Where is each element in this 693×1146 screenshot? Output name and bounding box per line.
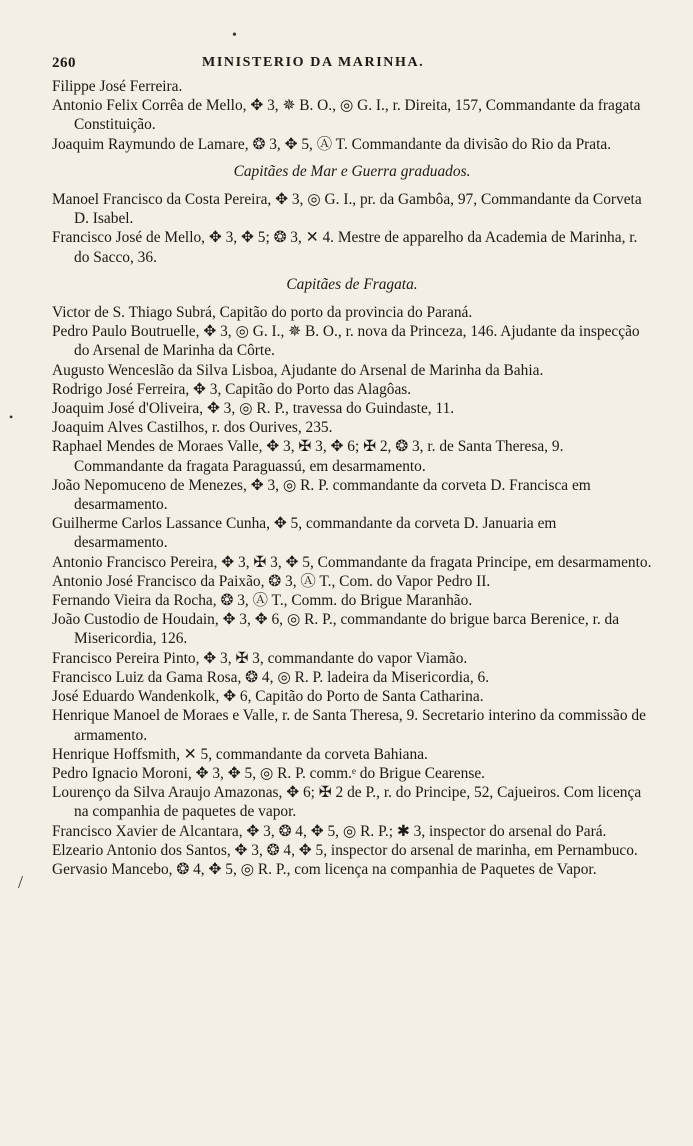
register-entry: Raphael Mendes de Moraes Valle, ✥ 3, ✠ 3, ✥ 6; ✠ 2, ❂ 3, r. de Santa Theresa, 9. Commandante da fragata Paraguassú, em desarmamento. (52, 438, 564, 475)
register-entry: Gervasio Mancebo, ❂ 4, ✥ 5, ◎ R. P., com licença na companhia de Paquetes de Vapor. (52, 860, 597, 878)
register-entry: Guilherme Carlos Lassance Cunha, ✥ 5, commandante da corveta D. Januaria em desarmamento. (52, 515, 557, 552)
register-entry: Fernando Vieira da Rocha, ❂ 3, Ⓐ T., Comm. do Brigue Maranhão. (52, 592, 473, 610)
section-heading: Capitães de Mar e Guerra graduados. (233, 162, 471, 180)
register-entry: Henrique Hoffsmith, ✕ 5, commandante da corveta Bahiana. (52, 745, 428, 763)
register-entry: Antonio José Francisco da Paixão, ❂ 3, Ⓐ T., Com. do Vapor Pedro II. (52, 572, 491, 590)
register-entry: Augusto Wenceslão da Silva Lisboa, Ajudante do Arsenal de Marinha da Bahia. (52, 361, 544, 379)
register-entry: Francisco Luiz da Gama Rosa, ❂ 4, ◎ R. P. ladeira da Misericordia, 6. (52, 668, 490, 686)
register-entry: Lourenço da Silva Araujo Amazonas, ✥ 6; ✠ 2 de P., r. do Principe, 52, Cajueiros. Com licença na companhia de paquetes de vapor. (52, 784, 642, 821)
margin-stroke: / (18, 872, 24, 892)
page-header (52, 55, 652, 77)
register-entry: José Eduardo Wandenkolk, ✥ 6, Capitão do Porto de Santa Catharina. (52, 688, 484, 706)
section-heading: Capitães de Fragata. (286, 275, 418, 293)
register-entry: Francisco José de Mello, ✥ 3, ✥ 5; ❂ 3, ✕ 4. Mestre de apparelho da Academia de Marinha, r. do Sacco, 36. (52, 229, 638, 266)
running-title: MINISTERIO DA MARINHA. (202, 55, 425, 70)
register-entry: João Custodio de Houdain, ✥ 3, ✥ 6, ◎ R. P., commandante do brigue barca Berenice, r. da Misericordia, 126. (52, 611, 620, 648)
register-entry: Elzeario Antonio dos Santos, ✥ 3, ❂ 4, ✥ 5, inspector do arsenal de marinha, em Pernambuco. (52, 841, 638, 859)
ink-dot: • (232, 28, 237, 43)
register-entry: Pedro Paulo Boutruelle, ✥ 3, ◎ G. I., ✵ B. O., r. nova da Princeza, 146. Ajudante da inspecção do Arsenal de Marinha da Côrte. (52, 323, 640, 360)
register-entry: Henrique Manoel de Moraes e Valle, r. de Santa Theresa, 9. Secretario interino da commissão de armamento. (52, 707, 646, 744)
register-entry: Antonio Felix Corrêa de Mello, ✥ 3, ✵ B. O., ◎ G. I., r. Direita, 157, Commandante da fragata Constituição. (52, 97, 641, 134)
register-entry: Pedro Ignacio Moroni, ✥ 3, ✥ 5, ◎ R. P. comm.ᵉ do Brigue Cearense. (52, 764, 486, 782)
register-entry: Victor de S. Thiago Subrá, Capitão do porto da provincia do Paraná. (52, 304, 473, 322)
document-page (52, 55, 652, 879)
register-entry: Joaquim Alves Castilhos, r. dos Ourives, 235. (52, 419, 333, 437)
register-entry: Rodrigo José Ferreira, ✥ 3, Capitão do Porto das Alagôas. (52, 380, 412, 398)
register-entry: Joaquim Raymundo de Lamare, ❂ 3, ✥ 5, Ⓐ T. Commandante da divisão do Rio da Prata. (52, 135, 612, 153)
page-body (52, 77, 652, 879)
register-entry: Joaquim José d'Oliveira, ✥ 3, ◎ R. P., travessa do Guindaste, 11. (52, 400, 455, 418)
register-entry: João Nepomuceno de Menezes, ✥ 3, ◎ R. P. commandante da corveta D. Francisca em desarmamento. (52, 476, 591, 514)
register-entry: Filippe José Ferreira. (52, 78, 183, 95)
register-entry: Francisco Xavier de Alcantara, ✥ 3, ❂ 4, ✥ 5, ◎ R. P.; ✱ 3, inspector do arsenal do Pará. (52, 822, 607, 840)
register-entry: Antonio Francisco Pereira, ✥ 3, ✠ 3, ✥ 5, Commandante da fragata Principe, em desarmamento. (52, 553, 652, 571)
page-number: 260 (52, 55, 76, 71)
margin-dot: • (9, 410, 14, 424)
register-entry: Manoel Francisco da Costa Pereira, ✥ 3, ◎ G. I., pr. da Gambôa, 97, Commandante da Corveta D. Isabel. (52, 191, 642, 228)
register-entry: Francisco Pereira Pinto, ✥ 3, ✠ 3, commandante do vapor Viamão. (52, 649, 468, 667)
